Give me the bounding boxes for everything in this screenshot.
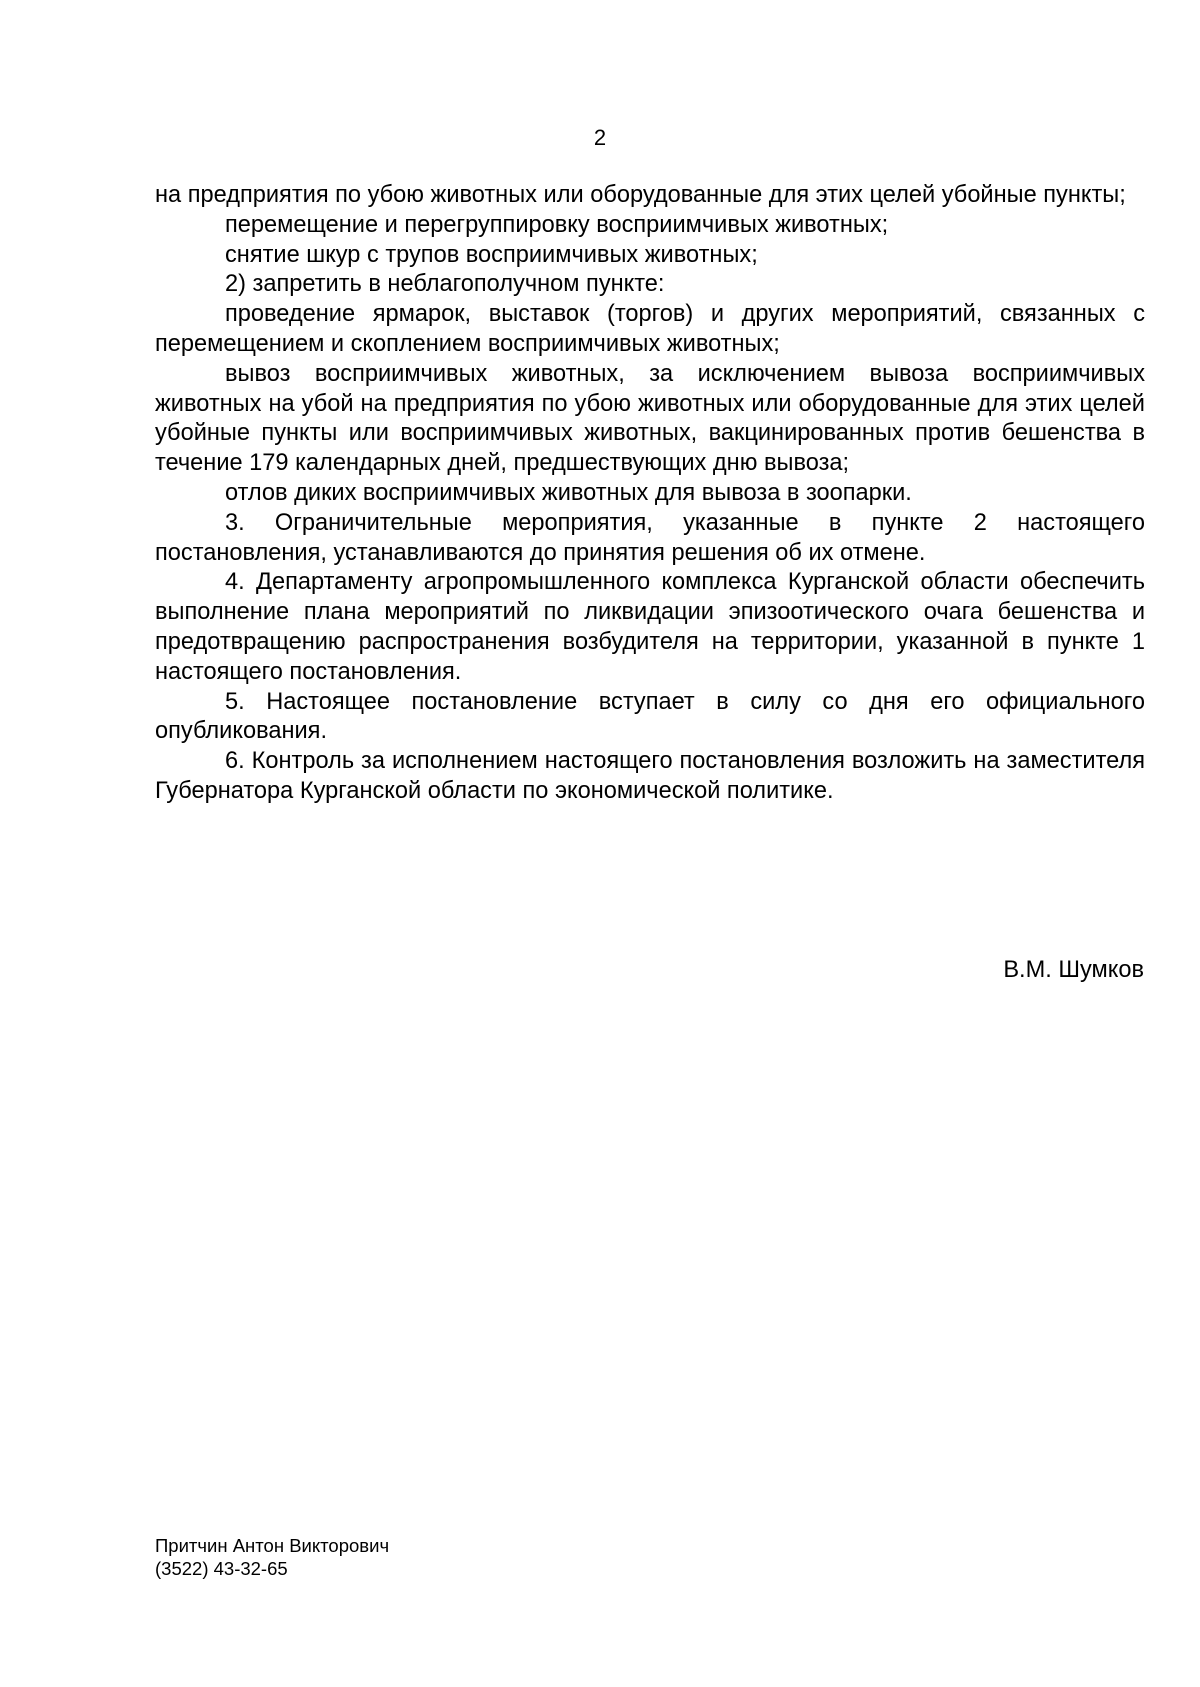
executor-phone: (3522) 43-32-65 (155, 1558, 288, 1579)
paragraph: 6. Контроль за исполнением настоящего постановления возложить на заместителя Губернатора Курганской области по экономической политике. (155, 748, 1145, 804)
signature-name: В.М. Шумков (1003, 957, 1144, 983)
page-number: 2 (593, 125, 607, 150)
paragraph: проведение ярмарок, выставок (торгов) и других мероприятий, связанных с перемещением и скоплением восприимчивых животных; (155, 301, 1145, 357)
executor-name: Притчин Антон Викторович (155, 1535, 390, 1556)
paragraph: перемещение и перегруппировку восприимчивых животных; (225, 211, 889, 238)
paragraph: 2) запретить в неблагополучном пункте: (225, 271, 665, 298)
paragraph: 4. Департаменту агропромышленного комплекса Курганской области обеспечить выполнение плана мероприятий по ликвидации эпизоотического очага бешенства и предотвращению распространения возбудителя на территории, указанной в пункте 1 настоящего постановления. (155, 569, 1145, 685)
paragraph: вывоз восприимчивых животных, за исключением вывоза восприимчивых животных на убой на предприятия по убою животных или оборудованные для этих целей убойные пункты или восприимчивых животных, вакцинированных против бешенства в течение 179 календарных дней, предшествующих дню вывоза; (155, 360, 1145, 477)
paragraph: снятие шкур с трупов восприимчивых животных; (225, 241, 758, 268)
document-body (155, 181, 1145, 807)
paragraph: 3. Ограничительные мероприятия, указанные в пункте 2 настоящего постановления, устанавливаются до принятия решения об их отмене. (155, 509, 1145, 566)
paragraph: отлов диких восприимчивых животных для вывоза в зоопарки. (225, 479, 912, 506)
executor-info (155, 1534, 389, 1580)
paragraph: на предприятия по убою животных или оборудованные для этих целей убойные пункты; (155, 182, 1126, 208)
paragraph: 5. Настоящее постановление вступает в силу со дня его официального опубликования. (155, 688, 1145, 745)
